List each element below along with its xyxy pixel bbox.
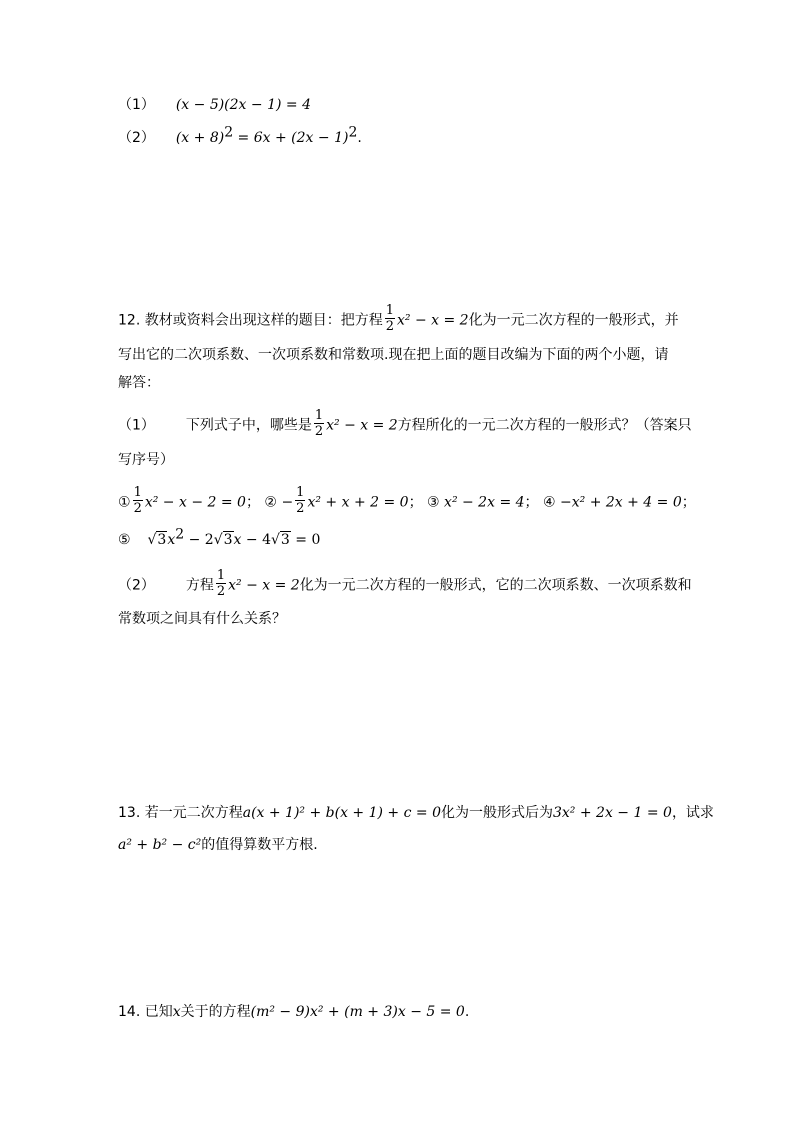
q13-equation-2: 3x² + 2x − 1 = 0 bbox=[553, 805, 672, 821]
part-2-line bbox=[118, 124, 362, 148]
separator: ； bbox=[524, 494, 539, 511]
q12-sub1-equation: x² − x = 2 bbox=[326, 417, 398, 434]
option-2-sign: − bbox=[281, 494, 294, 511]
q12-sub2-equation: x² − x = 2 bbox=[228, 577, 300, 594]
q12-fraction bbox=[385, 303, 395, 334]
sqrt-symbol: √3 bbox=[147, 532, 167, 548]
q12-sub1-line bbox=[118, 410, 692, 441]
fraction-denominator: 2 bbox=[314, 424, 324, 439]
q12-text-b: 化为一元二次方程的一般形式，并 bbox=[468, 312, 679, 329]
fraction-denominator: 2 bbox=[133, 501, 142, 516]
q12-number: 12. bbox=[118, 312, 141, 329]
sqrt-symbol: √3 bbox=[270, 532, 290, 548]
separator: ； bbox=[681, 494, 696, 511]
q12-sub2-text-b: 化为一元二次方程的一般形式，它的二次项系数、一次项系数和 bbox=[299, 577, 692, 594]
separator: ； bbox=[408, 494, 423, 511]
q14-text-b: 关于的方程 bbox=[180, 1004, 251, 1020]
q12-sub2-label: （2） bbox=[118, 577, 155, 594]
q13-expression: a² + b² − c² bbox=[118, 837, 202, 853]
option-4-mark: ④ bbox=[542, 494, 556, 511]
option-3-mark: ③ bbox=[427, 494, 440, 511]
separator: ； bbox=[245, 494, 260, 511]
fraction-numerator: 1 bbox=[385, 303, 394, 318]
q13-text-d: 的值得算数平方根. bbox=[201, 837, 318, 853]
q14-number: 14. bbox=[118, 1004, 141, 1020]
option-1-mark: ① bbox=[118, 494, 131, 511]
fraction-denominator: 2 bbox=[216, 584, 226, 599]
q12-sub1-line-2: 写序号） bbox=[118, 452, 174, 468]
q12-sub1-text-a: 下列式子中，哪些是 bbox=[185, 417, 312, 434]
q12-line-1 bbox=[118, 305, 679, 336]
q13-line-1 bbox=[118, 803, 714, 823]
option-2-mark: ② bbox=[264, 494, 277, 511]
q12-sub2-fraction bbox=[216, 568, 226, 599]
part-2-exponent-1: 2 bbox=[224, 124, 234, 141]
q14-variable: x bbox=[172, 1004, 181, 1020]
fraction-numerator: 1 bbox=[314, 408, 324, 423]
q13-text-a: 若一元二次方程 bbox=[144, 805, 243, 821]
q12-line-2: 写出它的二次项系数、一次项系数和常数项.现在把上面的题目改编为下面的两个小题，请 bbox=[118, 347, 669, 363]
part-2-label: （2） bbox=[118, 130, 155, 146]
part-2-equation-right: = 6x + (2x − 1) bbox=[233, 130, 349, 146]
part-2-period: . bbox=[357, 130, 362, 146]
option-1-equation: x² − x − 2 = 0 bbox=[144, 494, 246, 511]
fraction-numerator: 1 bbox=[296, 485, 305, 500]
sqrt-symbol: √3 bbox=[213, 532, 233, 548]
part-1-equation: (x − 5)(2x − 1) = 4 bbox=[175, 97, 311, 113]
option-2-equation: x² + x + 2 = 0 bbox=[307, 494, 409, 511]
q12-equation: x² − x = 2 bbox=[397, 312, 469, 329]
q13-text-c: ，试求 bbox=[671, 805, 714, 821]
part-1-line bbox=[118, 95, 311, 115]
q12-sub1-label: （1） bbox=[118, 417, 155, 434]
q13-number: 13. bbox=[118, 805, 141, 821]
q14-period: . bbox=[464, 1004, 470, 1020]
part-2-exponent-2: 2 bbox=[348, 124, 358, 141]
option-4-equation: −x² + 2x + 4 = 0 bbox=[560, 494, 682, 511]
option-3-equation: x² − 2x = 4 bbox=[444, 494, 525, 511]
part-2-equation-left: (x + 8) bbox=[175, 130, 225, 146]
q12-line-3: 解答： bbox=[118, 375, 160, 391]
q13-line-2 bbox=[118, 835, 318, 855]
q12-option-5-row: ⑤ $√3x^2 - 2√3x - 4√3 = 0$ bbox=[118, 526, 321, 548]
q12-sub1-text-b: 方程所化的一元二次方程的一般形式？（答案只 bbox=[397, 417, 692, 434]
q13-text-b: 化为一般形式后为 bbox=[441, 805, 553, 821]
fraction-numerator: 1 bbox=[216, 568, 226, 583]
q12-sub2-line-2: 常数项之间具有什么关系？ bbox=[118, 611, 286, 627]
q14-text-a: 已知 bbox=[144, 1004, 173, 1020]
q12-sub2-line bbox=[118, 570, 692, 601]
q12-sub2-text-a: 方程 bbox=[185, 577, 214, 594]
fraction-numerator: 1 bbox=[133, 485, 142, 500]
option-5-mark: ⑤ bbox=[118, 532, 131, 548]
option-1-fraction bbox=[133, 485, 143, 516]
q12-sub1-fraction bbox=[314, 408, 324, 439]
q14-line bbox=[118, 1002, 469, 1022]
q14-equation: (m² − 9)x² + (m + 3)x − 5 = 0 bbox=[250, 1004, 465, 1020]
fraction-denominator: 2 bbox=[296, 501, 305, 516]
q13-equation-1: a(x + 1)² + b(x + 1) + c = 0 bbox=[242, 805, 441, 821]
q12-text-a: 教材或资料会出现这样的题目：把方程 bbox=[144, 312, 383, 329]
option-2-fraction bbox=[295, 485, 305, 516]
q12-options-row bbox=[118, 487, 696, 518]
part-1-label: （1） bbox=[118, 97, 155, 113]
fraction-denominator: 2 bbox=[385, 319, 394, 334]
